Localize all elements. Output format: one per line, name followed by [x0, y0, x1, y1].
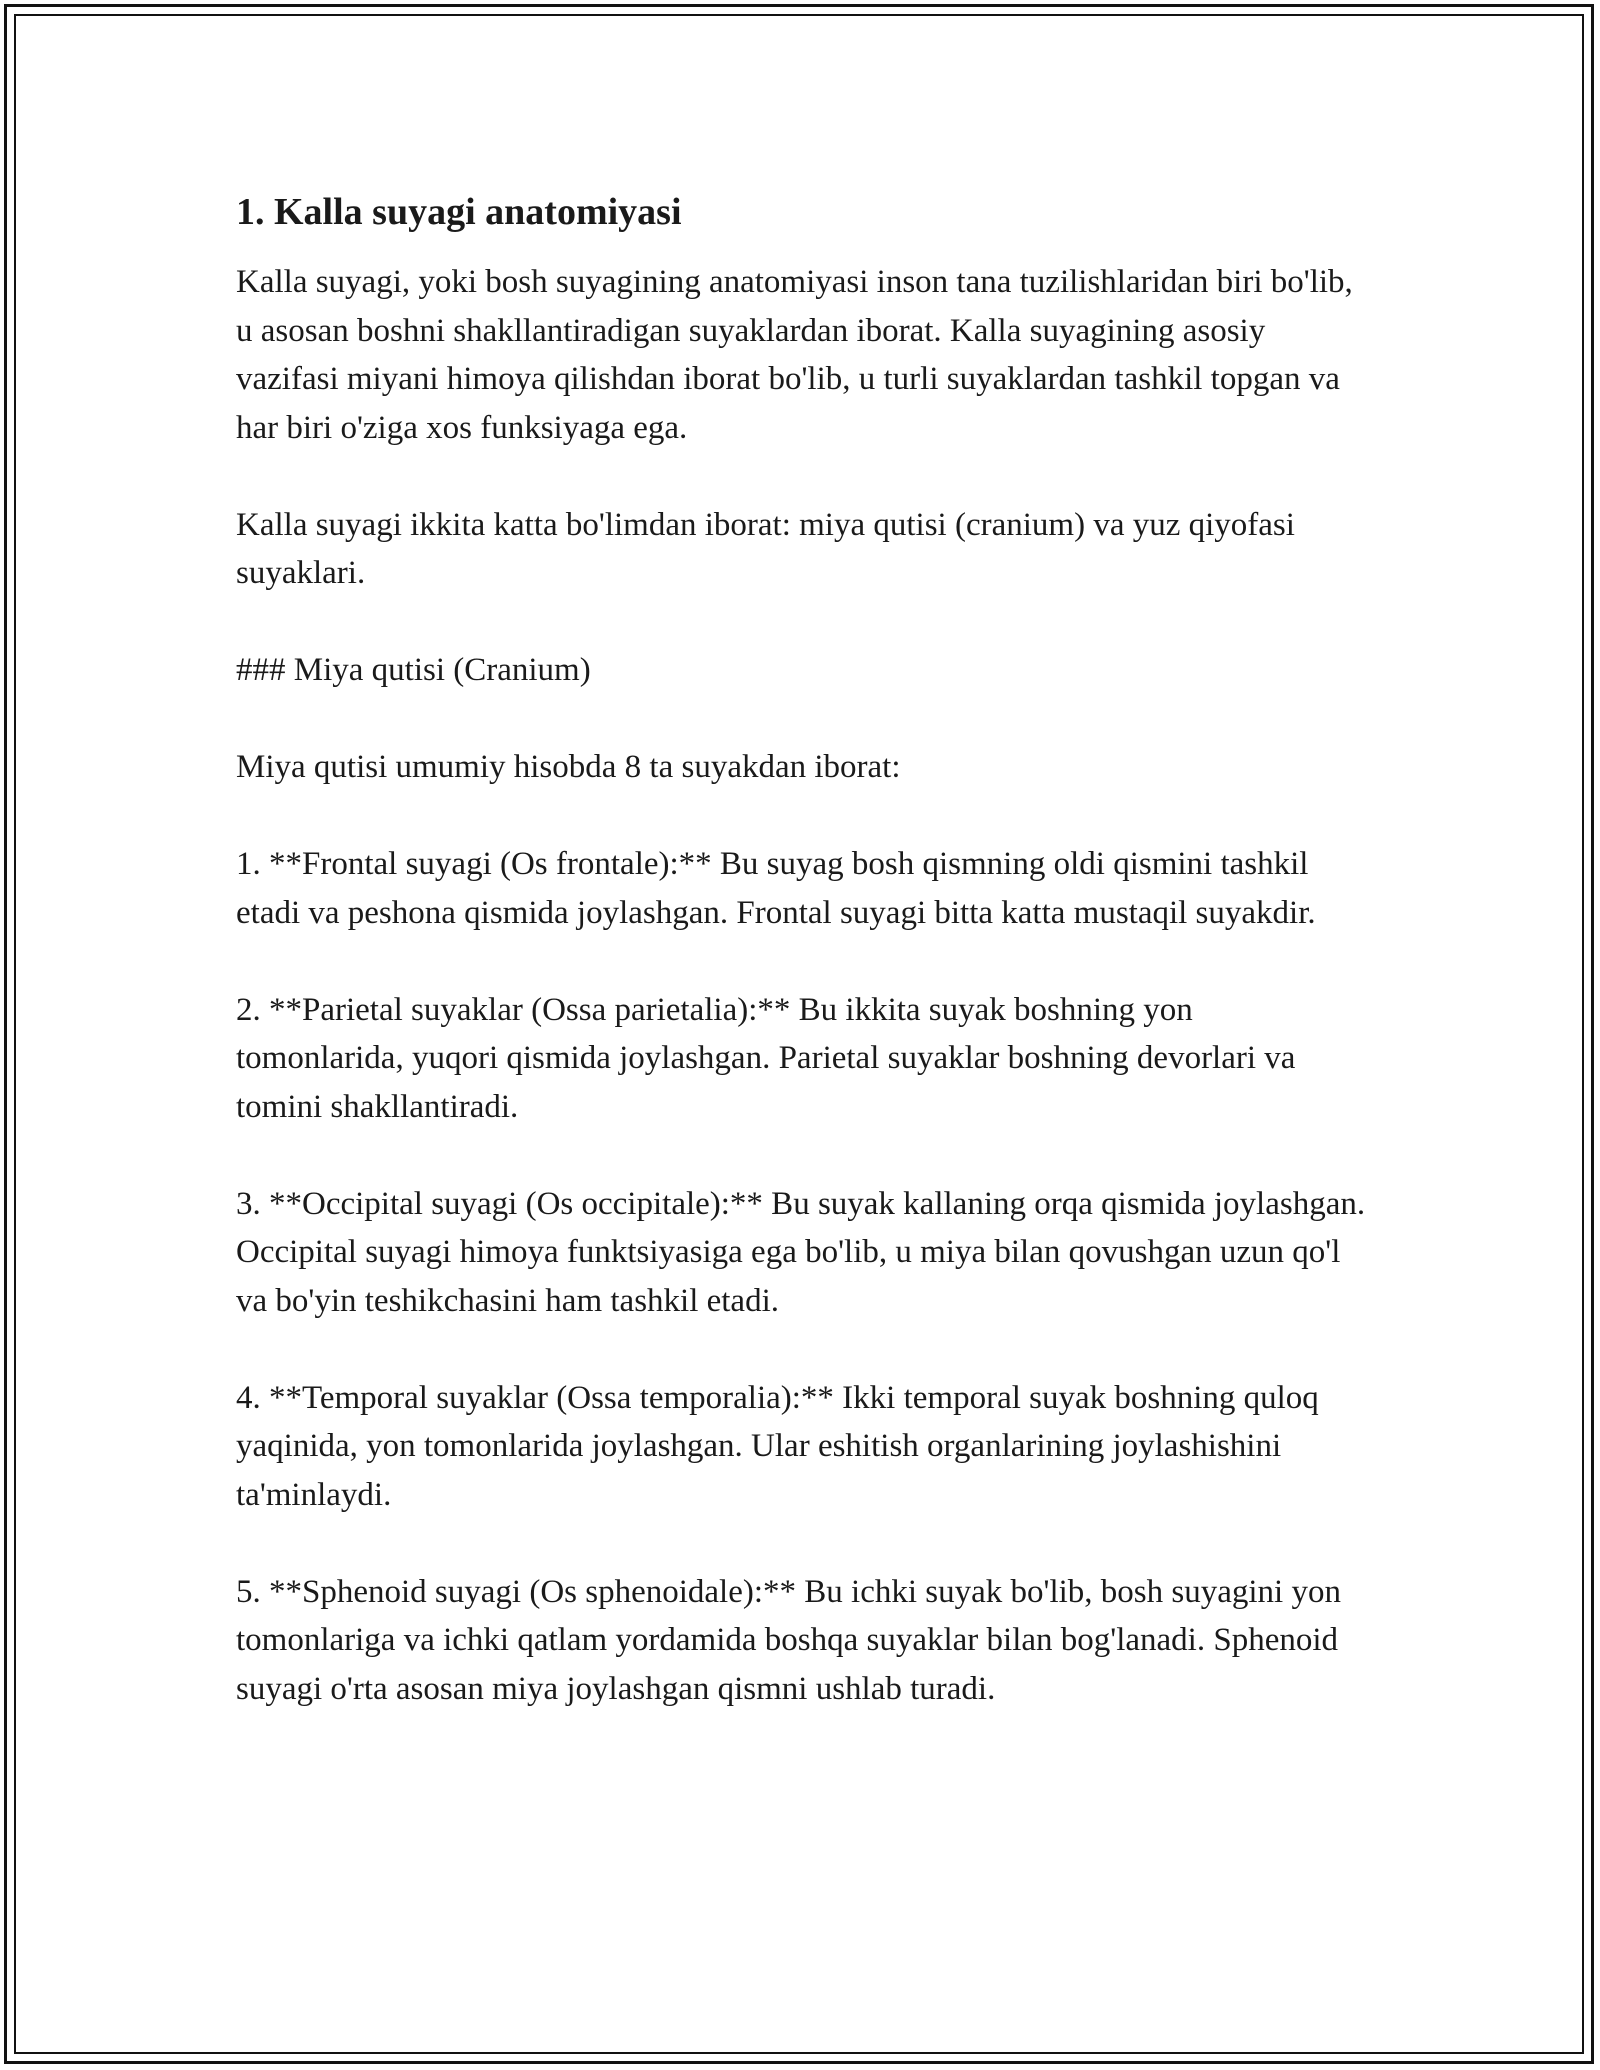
sections-paragraph: Kalla suyagi ikkita katta bo'limdan iborat: miya qutisi (cranium) va yuz qiyofasi suyaklari. [236, 506, 1295, 591]
list-item-occipital: 3. **Occipital suyagi (Os occipitale):** Bu suyak kallaning orqa qismida joylashgan. Occipital suyagi himoya funktsiyasiga ega bo'lib, u miya bilan qovushgan uzun qo'l va bo'yin teshikchasini ham tashkil etadi. [236, 1185, 1366, 1319]
cranium-intro: Miya qutisi umumiy hisobda 8 ta suyakdan iborat: [236, 749, 901, 785]
list-item-parietal: 2. **Parietal suyaklar (Ossa parietalia):** Bu ikkita suyak boshning yon tomonlarida, yuqori qismida joylashgan. Parietal suyaklar boshning devorlari va tomini shakllantiradi. [236, 991, 1296, 1125]
list-item-frontal: 1. **Frontal suyagi (Os frontale):** Bu suyag bosh qismning oldi qismini tashkil etadi va peshona qismida joylashgan. Frontal suyagi bitta katta mustaqil suyakdir. [236, 846, 1316, 931]
list-item-sphenoid: 5. **Sphenoid suyagi (Os sphenoidale):** Bu ichki suyak bo'lib, bosh suyagini yon tomonlariga va ichki qatlam yordamida boshqa suyaklar bilan bog'lanadi. Sphenoid suyagi o'rta asosan miya joylashgan qismni ushlab turadi. [236, 1573, 1341, 1707]
document-body [236, 188, 1366, 1713]
cranium-heading: ### Miya qutisi (Cranium) [236, 652, 591, 688]
list-item-temporal: 4. **Temporal suyaklar (Ossa temporalia):** Ikki temporal suyak boshning quloq yaqinida, yon tomonlarida joylashgan. Ular eshitish organlarining joylashishini ta'minlaydi. [236, 1379, 1319, 1513]
intro-paragraph: Kalla suyagi, yoki bosh suyagining anatomiyasi inson tana tuzilishlaridan biri bo'lib, u asosan boshni shakllantiradigan suyaklardan iborat. Kalla suyagining asosiy vazifasi miyani himoya qilishdan iborat bo'lib, u turli suyaklardan tashkil topgan va har biri o'ziga xos funksiyaga ega. [236, 264, 1353, 446]
document-title: 1. Kalla suyagi anatomiyasi [236, 191, 682, 233]
